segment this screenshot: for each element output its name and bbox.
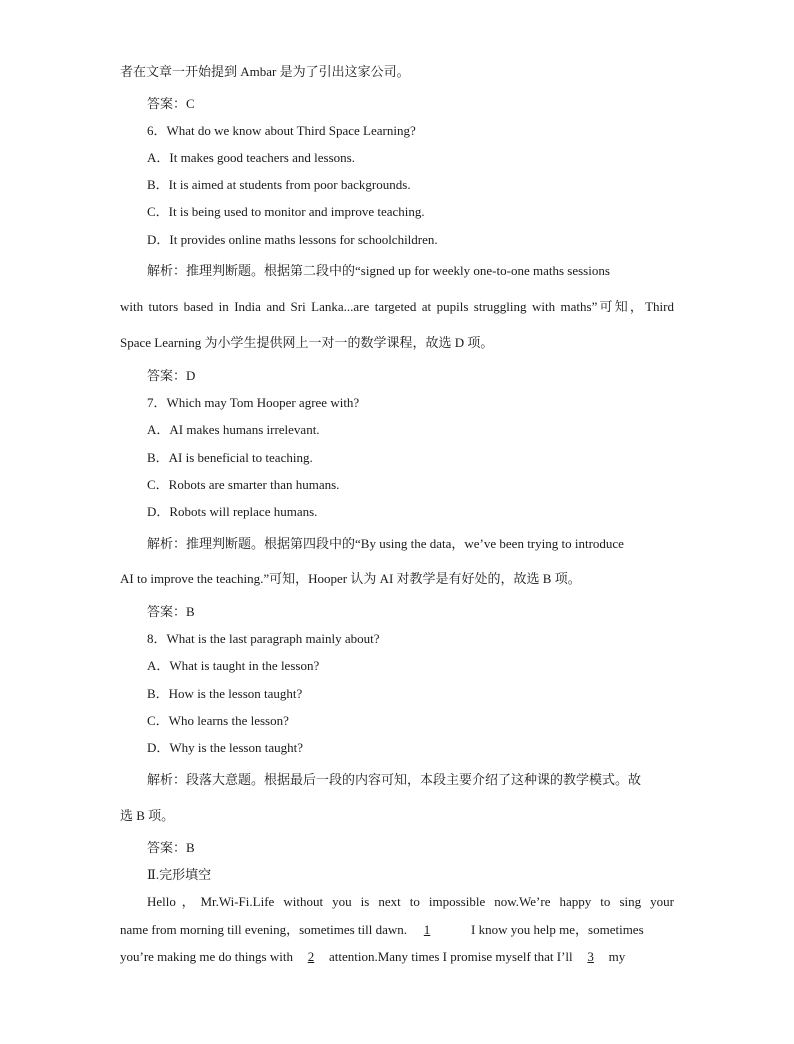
option-c: C．It is being used to monitor and improve teaching. [147, 204, 425, 219]
option-d: D．Why is the lesson taught? [147, 740, 303, 755]
answer-line: 答案：C [147, 96, 195, 111]
section-heading: Ⅱ.完形填空 [147, 867, 212, 882]
option-b: B．AI is beneficial to teaching. [147, 450, 313, 465]
option-d: D．Robots will replace humans. [147, 504, 318, 519]
cloze-blank-1: 1 [423, 922, 431, 937]
passage-text: attention.Many times I promise myself that I’ll [328, 949, 573, 964]
passage-text: you’re making me do things with [120, 949, 293, 964]
passage-text: I know you help me，sometimes [471, 922, 644, 937]
answer-line: 答案：B [147, 840, 195, 855]
option-a: A．AI makes humans irrelevant. [147, 422, 320, 437]
option-d: D．It provides online maths lessons for schoolchildren. [147, 232, 438, 247]
explanation-line: AI to improve the teaching.”可知，Hooper 认为 AI 对教学是有好处的，故选 B 项。 [120, 571, 581, 586]
option-c: C．Who learns the lesson? [147, 713, 289, 728]
passage-line [120, 948, 625, 966]
answer-line: 答案：D [147, 368, 196, 383]
cloze-blank-3: 3 [587, 949, 594, 964]
answer-line: 答案：B [147, 604, 195, 619]
option-b: B．How is the lesson taught? [147, 686, 303, 701]
passage-text: name from morning till evening，sometimes till dawn. [120, 922, 408, 937]
option-b: B．It is aimed at students from poor backgrounds. [147, 177, 411, 192]
explanation-line: 解析：段落大意题。根据最后一段的内容可知，本段主要介绍了这种课的教学模式。故 [147, 772, 642, 787]
option-a: A．It makes good teachers and lessons. [147, 150, 355, 165]
explanation-line: Space Learning 为小学生提供网上一对一的数学课程，故选 D 项。 [120, 335, 494, 350]
question-8: 8．What is the last paragraph mainly about? [147, 631, 380, 646]
question-7: 7．Which may Tom Hooper agree with? [147, 395, 360, 410]
passage-line [120, 921, 644, 939]
explanation-line: 解析：推理判断题。根据第四段中的“By using the data，we’ve been trying to introduce [147, 536, 624, 551]
question-6: 6．What do we know about Third Space Learning? [147, 123, 416, 138]
passage-line: Hello，Mr.Wi-Fi.Life without you is next to impossible now.We’re happy to sing your [147, 894, 674, 909]
option-a: A．What is taught in the lesson? [147, 658, 320, 673]
cloze-blank-2: 2 [307, 949, 315, 964]
passage-text: my [608, 949, 626, 964]
option-c: C．Robots are smarter than humans. [147, 477, 340, 492]
explanation-line: 选 B 项。 [120, 808, 175, 823]
text-line: 者在文章一开始提到 Ambar 是为了引出这家公司。 [120, 64, 410, 79]
explanation-line: 解析：推理判断题。根据第二段中的“signed up for weekly one-to-one maths sessions [147, 263, 610, 278]
explanation-line: with tutors based in India and Sri Lanka...are targeted at pupils struggling with maths”可知，Third [120, 299, 674, 314]
